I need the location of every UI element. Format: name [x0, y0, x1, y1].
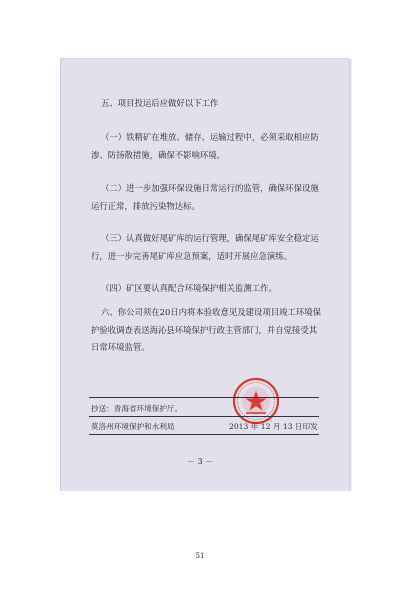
cc-line: 抄送：青海省环境保护厅。	[91, 404, 183, 413]
issue-date: 2013 年 12 月 13 日印发	[229, 422, 318, 431]
footer-top-rule	[89, 397, 319, 398]
footer-middle-rule	[89, 416, 319, 417]
paragraph-3: （三）认真做好尾矿库的运行管理，确保尾矿库安全稳定运行，进一步完善尾矿库应急预案，适时开展应急演练。	[91, 233, 319, 261]
page-number: 51	[195, 552, 205, 560]
footer-bottom-rule	[89, 434, 319, 435]
paragraph-4: （四）矿区要认真配合环境保护相关监测工作。	[101, 283, 277, 293]
official-seal-icon	[232, 377, 280, 425]
paragraph-2: （二）进一步加强环保设施日常运行的监管，确保环保设施运行正常，排放污染物达标。	[91, 183, 319, 211]
inner-page-marker: － 3 －	[187, 457, 214, 466]
issuer: 莫洛州环境保护和水利局	[91, 422, 175, 431]
paragraph-5: 六、你公司须在20日内将本验收意见及建设项目竣工环境保护验收调查表送海沁县环境保护行政主管部门，并自觉接受其日常环境监管。	[91, 307, 322, 352]
section-heading: 五、项目投运后应做好以下工作	[101, 98, 219, 108]
scanned-page	[60, 58, 349, 491]
paragraph-1: （一）铁精矿在堆放、储存、运输过程中，必须采取相应防渗、防扬散措施，确保不影响环境。	[91, 132, 319, 160]
